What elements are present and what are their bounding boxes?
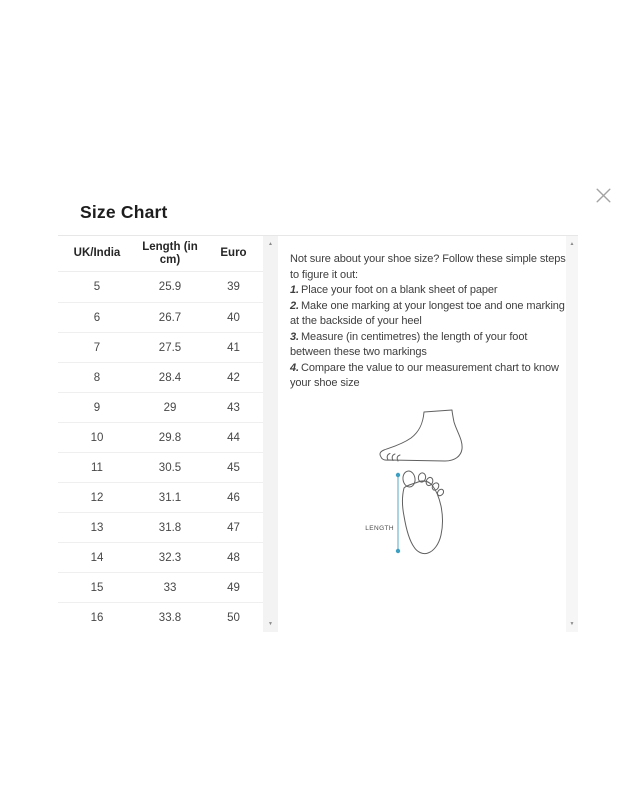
column-header-uk-india: UK/India [73, 247, 121, 259]
cell-length-cm: 27.5 [158, 341, 182, 354]
cell-length-cm: 31.1 [158, 491, 182, 504]
cell-uk-india: 16 [90, 611, 104, 624]
cell-length-cm: 31.8 [158, 521, 182, 534]
instruction-step [290, 283, 570, 299]
scroll-down-icon[interactable]: ▼ [569, 621, 575, 627]
cell-euro: 48 [227, 551, 240, 564]
cell-euro: 49 [227, 581, 240, 594]
cell-euro: 39 [227, 281, 240, 293]
cell-uk-india: 12 [90, 491, 104, 504]
page-title: Size Chart [80, 202, 168, 222]
step-number: 4. [290, 361, 299, 374]
table-row [58, 392, 263, 422]
table-body [58, 272, 263, 632]
instruction-step [290, 330, 570, 361]
table-row [58, 542, 263, 572]
modal-content [58, 235, 578, 631]
table-row [58, 302, 263, 332]
cell-euro: 45 [227, 461, 240, 474]
measurement-instructions [290, 252, 570, 392]
cell-euro: 40 [227, 311, 240, 324]
step-text: Measure (in centimetres) the length of your foot between these two markings [290, 330, 528, 358]
cell-uk-india: 11 [91, 461, 103, 474]
cell-length-cm: 29.8 [158, 431, 182, 444]
table-row [58, 332, 263, 362]
cell-euro: 44 [227, 431, 240, 444]
instruction-step [290, 299, 570, 330]
cell-uk-india: 10 [90, 431, 104, 444]
cell-length-cm: 33.8 [158, 611, 182, 624]
table-row [58, 422, 263, 452]
cell-euro: 42 [227, 371, 240, 384]
foot-measurement-figure [361, 398, 561, 568]
table-row [58, 272, 263, 302]
step-number: 1. [290, 284, 299, 296]
table-row [58, 452, 263, 482]
table-row [58, 512, 263, 542]
table-row [58, 572, 263, 602]
cell-euro: 46 [227, 491, 240, 504]
cell-uk-india: 9 [93, 401, 101, 414]
cell-length-cm: 33 [163, 581, 177, 594]
table-row [58, 602, 263, 632]
step-text: Compare the value to our measurement chart to know your shoe size [290, 361, 559, 389]
table-scrollbar[interactable] [263, 236, 278, 632]
cell-uk-india: 6 [93, 311, 101, 324]
foot-diagram-icon [361, 398, 561, 568]
close-button[interactable] [591, 183, 615, 207]
length-measure-line [396, 473, 400, 553]
cell-uk-india: 15 [90, 581, 104, 594]
cell-euro: 43 [227, 401, 240, 414]
cell-uk-india: 13 [90, 521, 104, 534]
cell-uk-india: 8 [93, 371, 101, 384]
scroll-up-icon[interactable]: ▲ [569, 241, 575, 247]
length-label: LENGTH [365, 525, 394, 532]
cell-uk-india: 7 [93, 341, 101, 354]
step-number: 2. [290, 299, 299, 312]
instructions-steps [290, 283, 570, 392]
cell-euro: 41 [227, 341, 240, 354]
close-icon [594, 186, 613, 205]
cell-uk-india: 14 [90, 551, 104, 564]
step-number: 3. [290, 330, 299, 343]
size-table [58, 236, 263, 632]
cell-euro: 47 [227, 521, 240, 534]
scroll-down-icon[interactable]: ▼ [268, 621, 273, 627]
cell-uk-india: 5 [93, 281, 101, 293]
table-row [58, 362, 263, 392]
table-row [58, 482, 263, 512]
step-text: Make one marking at your longest toe and one marking at the backside of your heel [290, 299, 565, 327]
cell-length-cm: 30.5 [158, 461, 182, 474]
table-header-row [58, 236, 263, 272]
cell-length-cm: 28.4 [158, 371, 182, 384]
instruction-step [290, 361, 570, 392]
scroll-up-icon[interactable]: ▲ [268, 241, 273, 247]
column-header-euro: Euro [220, 247, 247, 259]
instructions-intro: Not sure about your shoe size? Follow these simple steps to figure it out: [290, 253, 566, 281]
cell-length-cm: 29 [163, 401, 177, 414]
cell-length-cm: 25.9 [158, 281, 182, 293]
cell-length-cm: 32.3 [158, 551, 182, 564]
step-text: Place your foot on a blank sheet of paper [300, 284, 498, 296]
column-header-length: Length (in cm) [142, 240, 198, 266]
cell-length-cm: 26.7 [158, 311, 182, 324]
cell-euro: 50 [227, 611, 240, 624]
instructions-scrollbar[interactable] [566, 236, 578, 632]
